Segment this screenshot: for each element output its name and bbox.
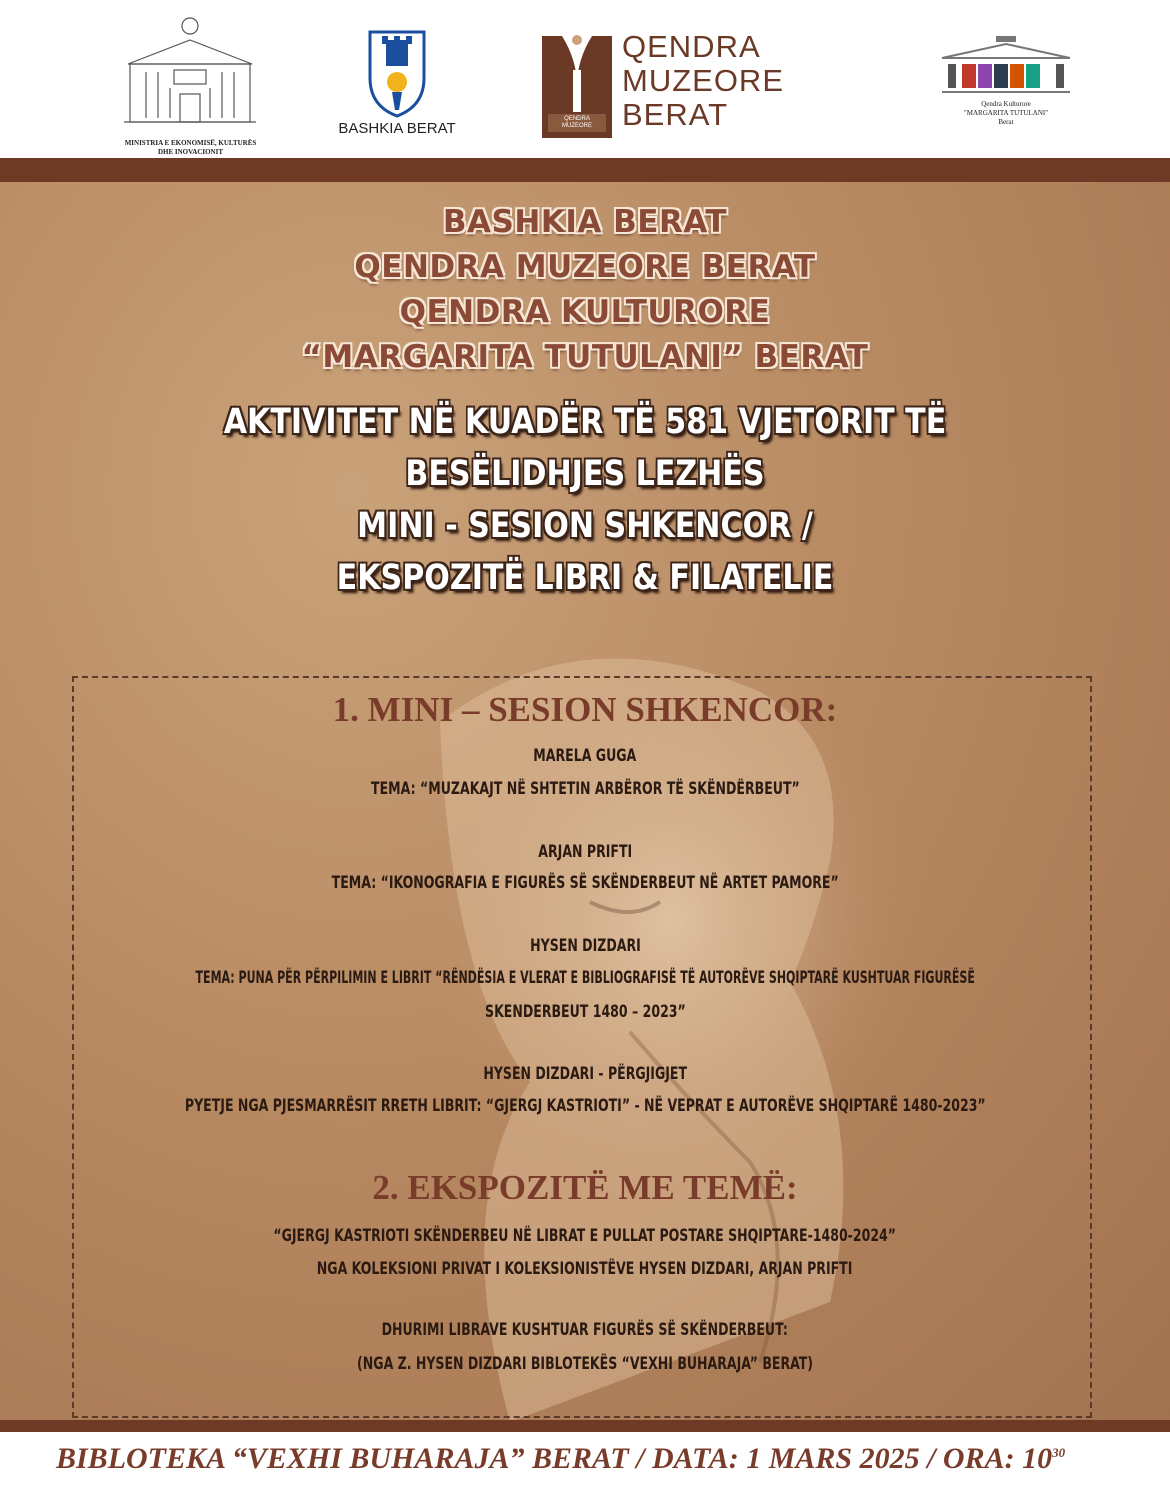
organizer-line-4: “MARGARITA TUTULANI” BERAT bbox=[301, 339, 869, 375]
qendra-logo-line-2: MUZEORE bbox=[622, 63, 784, 98]
kulturore-building-icon bbox=[936, 34, 1076, 98]
qendra-small-label: QENDRA MUZEORE bbox=[562, 116, 592, 129]
donation-line-1: DHURIMI LIBRAVE KUSHTUAR FIGURËS SË SKËNDERBEUT: bbox=[381, 1320, 789, 1340]
exhibition-title: “GJERGJ KASTRIOTI SKËNDERBEU NË LIBRAT E PULLAT POSTARE SHQIPTARE-1480-2024” bbox=[273, 1226, 897, 1246]
title-line-1: AKTIVITET NË KUADËR TË 581 VJETORIT TË bbox=[223, 402, 947, 442]
qendra-logo-line-3: BERAT bbox=[622, 97, 729, 132]
city-shield-icon bbox=[322, 26, 472, 118]
speaker-2-topic: TEMA: “IKONOGRAFIA E FIGURËS SË SKËNDERBEUT NË ARTET PAMORE” bbox=[331, 873, 839, 893]
bashkia-caption: BASHKIA BERAT bbox=[338, 120, 456, 137]
speaker-2-name: ARJAN PRIFTI bbox=[538, 842, 632, 862]
qendra-logo-line-1: QENDRA bbox=[622, 29, 761, 64]
section1-heading: 1. MINI – SESION SHKENCOR: bbox=[332, 690, 838, 729]
speaker-4-topic: PYETJE NGA PJESMARRËSIT RRETH LIBRIT: “GJERGJ KASTRIOTI” - NË VEPRAT E AUTORËVE SHQIPTARË 1480-2023” bbox=[184, 1096, 986, 1116]
organizer-line-1: BASHKIA BERAT bbox=[442, 204, 728, 240]
organizer-line-3: QENDRA KULTURORE bbox=[399, 294, 771, 330]
event-title-block bbox=[0, 396, 1170, 604]
speaker-1-name: MARELA GUGA bbox=[533, 746, 637, 766]
venue-date-time-text: BIBLOTEKA “VEXHI BUHARAJA” BERAT / DATA: 1 MARS 2025 / ORA: 10 bbox=[56, 1442, 1053, 1475]
ministry-building-icon bbox=[118, 14, 263, 126]
qendra-muzeore-logo bbox=[542, 30, 802, 140]
poster-body bbox=[0, 182, 1170, 1420]
time-minutes-superscript: 30 bbox=[1052, 1445, 1066, 1460]
venue-date-time bbox=[56, 1442, 1065, 1476]
speaker-3-topic-line-1: TEMA: PUNA PËR PËRPILIMIN E LIBRIT “RËNDËSIA E VLERAT E BIBLIOGRAFISË TË AUTORËVE SHQIPTARË KUSHTUAR FIGURËSË bbox=[195, 968, 975, 988]
speaker-3-name: HYSEN DIZDARI bbox=[529, 936, 641, 956]
header-logos bbox=[0, 0, 1170, 158]
speaker-3-topic-line-2: SKENDERBEUT 1480 – 2023” bbox=[484, 1002, 686, 1022]
section2-heading: 2. EKSPOZITË ME TEMË: bbox=[372, 1168, 798, 1207]
bashkia-berat-logo bbox=[322, 26, 472, 141]
organizer-line-2: QENDRA MUZEORE BERAT bbox=[354, 249, 816, 285]
donation-line-2: (NGA Z. HYSEN DIZDARI BIBLOTEKËS “VEXHI BUHARAJA” BERAT) bbox=[357, 1354, 813, 1374]
bottom-brown-band bbox=[0, 1420, 1170, 1432]
organizers-block bbox=[0, 200, 1170, 380]
footer bbox=[0, 1432, 1170, 1491]
kulturore-caption: Qendra Kulturore "MARGARITA TUTULANI" Berat bbox=[963, 100, 1049, 126]
speaker-1-topic: TEMA: “MUZAKAJT NË SHTETIN ARBËROR TË SKËNDËRBEUT” bbox=[370, 779, 800, 799]
title-line-2: BESËLIDHJES LEZHËS bbox=[405, 454, 765, 494]
exhibition-collection: NGA KOLEKSIONI PRIVAT I KOLEKSIONISTËVE HYSEN DIZDARI, ARJAN PRIFTI bbox=[317, 1259, 853, 1279]
speaker-4-name: HYSEN DIZDARI - PËRGJIGJET bbox=[483, 1064, 687, 1084]
qendra-kulturore-logo bbox=[936, 34, 1076, 134]
title-line-3: MINI - SESION SHKENCOR / bbox=[357, 506, 813, 546]
top-brown-band bbox=[0, 158, 1170, 182]
title-line-4: EKSPOZITË LIBRI & FILATELIE bbox=[336, 558, 834, 598]
ministry-logo bbox=[118, 14, 263, 156]
ministry-caption: MINISTRIA E EKONOMISË, KULTURËS DHE INOVACIONIT bbox=[124, 139, 257, 156]
